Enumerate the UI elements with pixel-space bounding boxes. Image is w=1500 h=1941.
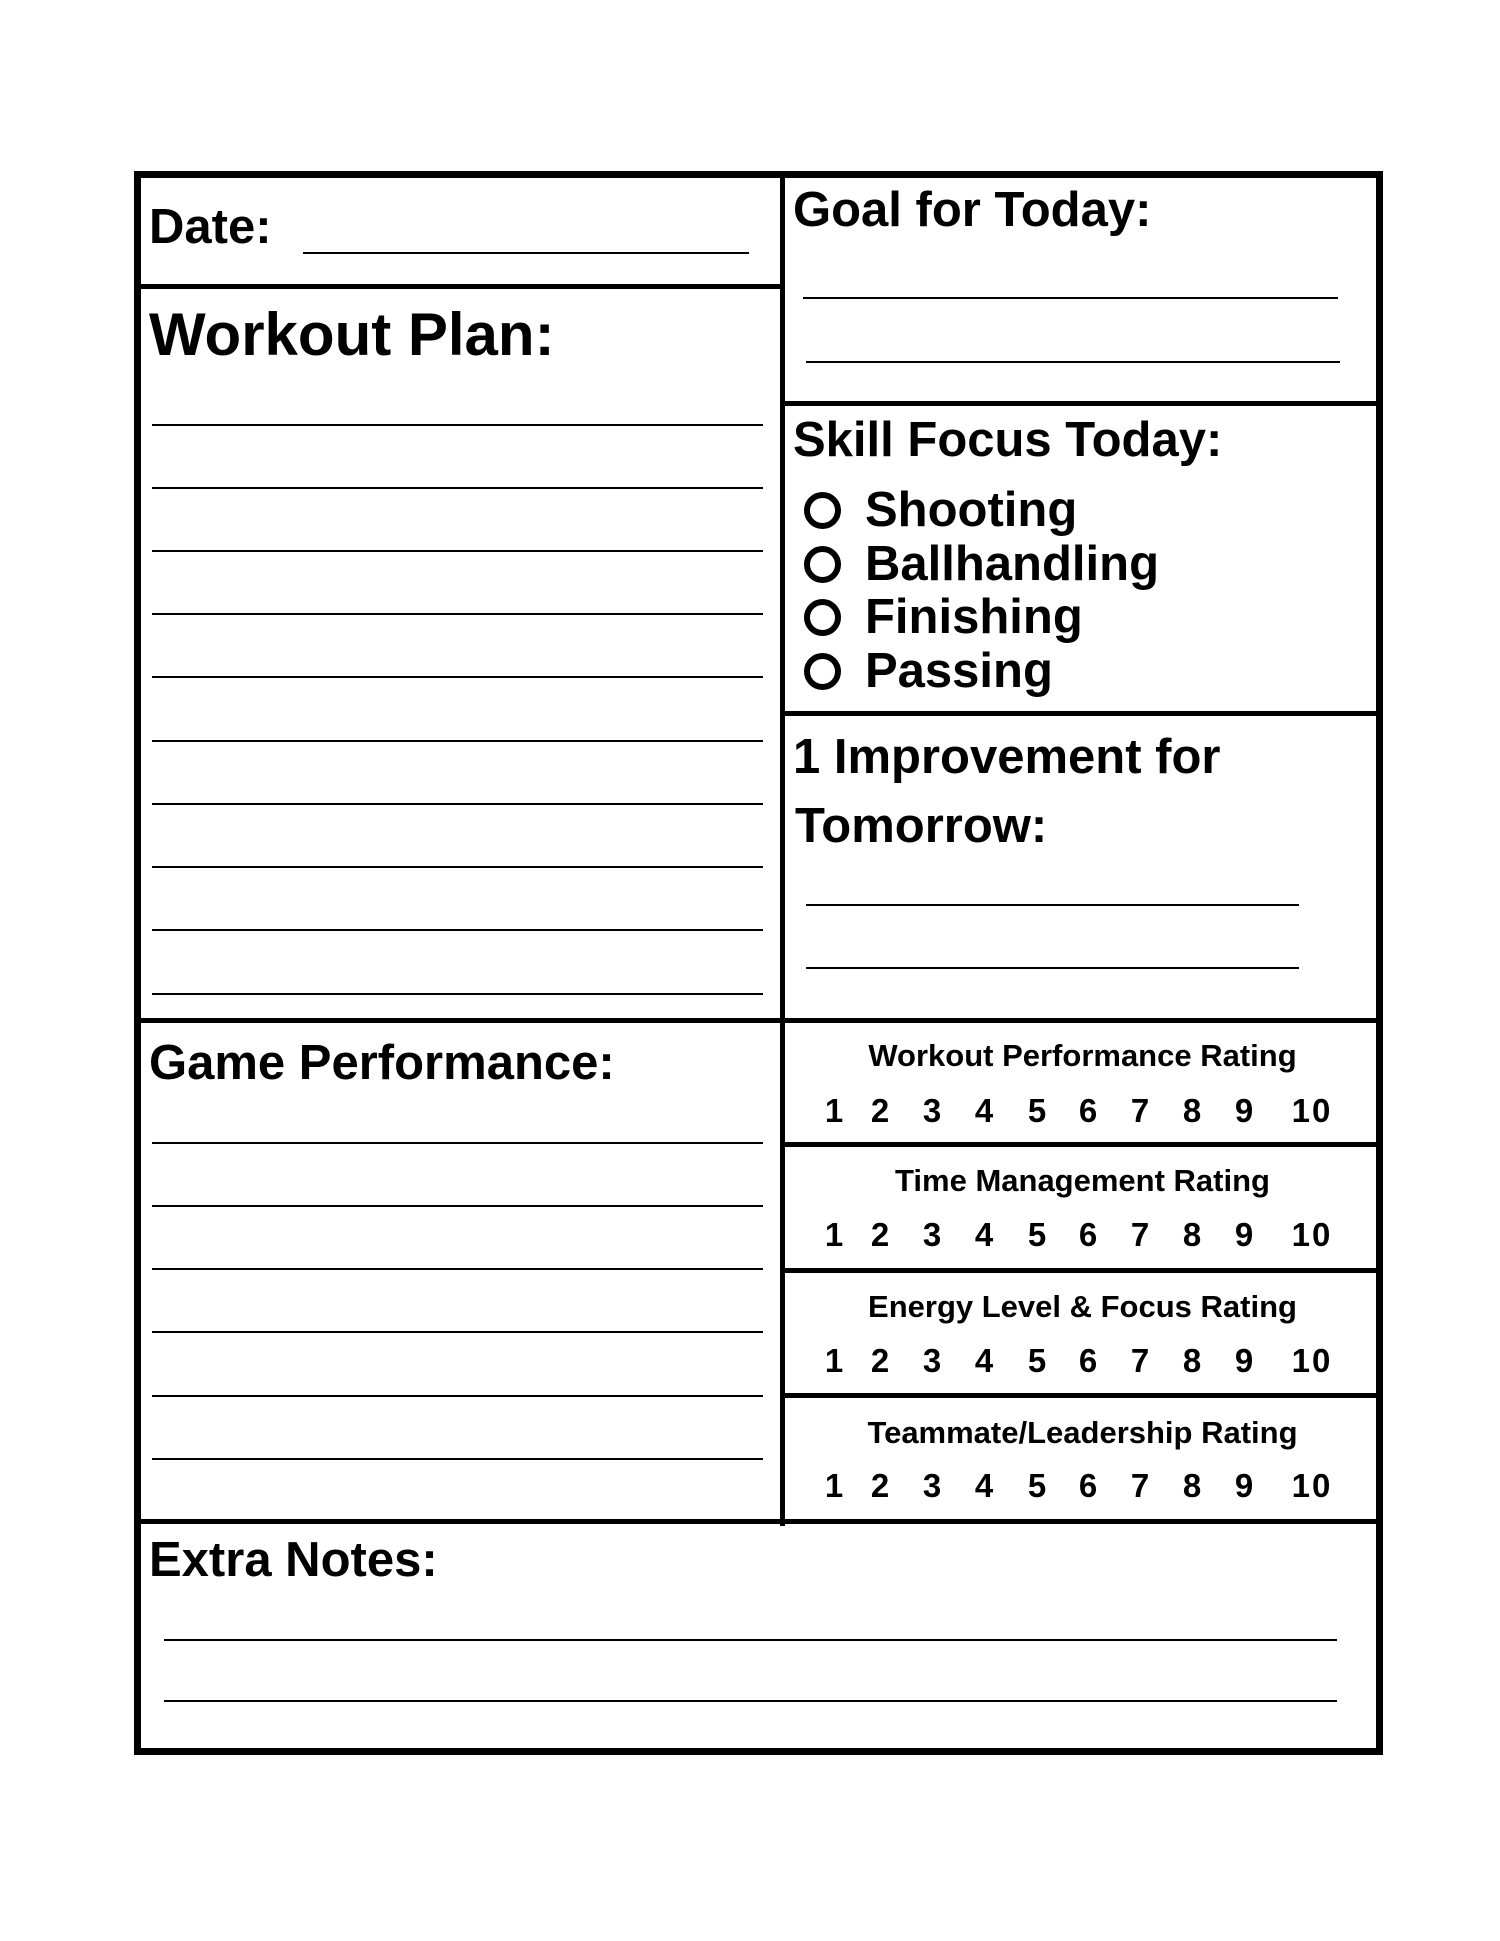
workout-plan-line[interactable]: [152, 803, 763, 805]
rating-option-6[interactable]: 6: [1078, 1342, 1100, 1379]
rating-option-8[interactable]: 8: [1182, 1092, 1204, 1129]
rating-option-7[interactable]: 7: [1130, 1092, 1152, 1129]
rating-title: Workout Performance Rating: [868, 1038, 1297, 1073]
rating-option-7[interactable]: 7: [1130, 1467, 1152, 1504]
game-performance-line[interactable]: [152, 1395, 763, 1397]
skill-option-passing[interactable]: [804, 644, 1053, 698]
skill-bottom-rule: [782, 711, 1383, 716]
rating-option-10[interactable]: 10: [1291, 1342, 1333, 1379]
rating-option-9[interactable]: 9: [1234, 1342, 1256, 1379]
game-performance-line[interactable]: [152, 1331, 763, 1333]
rating-option-1[interactable]: 1: [824, 1342, 846, 1379]
rating-option-4[interactable]: 4: [974, 1216, 996, 1253]
rating-option-5[interactable]: 5: [1027, 1216, 1049, 1253]
rating-option-3[interactable]: 3: [922, 1216, 944, 1253]
rating-option-1[interactable]: 1: [824, 1092, 846, 1129]
rating-option-6[interactable]: 6: [1078, 1467, 1100, 1504]
rating-time-management: [782, 1147, 1383, 1268]
date-write-line[interactable]: [303, 252, 749, 254]
rating-option-6[interactable]: 6: [1078, 1216, 1100, 1253]
rating-option-2[interactable]: 2: [870, 1216, 892, 1253]
goal-bottom-rule: [782, 401, 1383, 406]
date-label: Date:: [149, 200, 272, 254]
rating-option-3[interactable]: 3: [922, 1092, 944, 1129]
workout-plan-line[interactable]: [152, 550, 763, 552]
rating-option-9[interactable]: 9: [1234, 1092, 1256, 1129]
rating-option-4[interactable]: 4: [974, 1467, 996, 1504]
improvement-line[interactable]: [806, 904, 1299, 906]
game-performance-line[interactable]: [152, 1458, 763, 1460]
rating-teammate-leadership: [782, 1398, 1383, 1519]
rating-option-1[interactable]: 1: [824, 1216, 846, 1253]
workout-plan-line[interactable]: [152, 866, 763, 868]
rating-option-8[interactable]: 8: [1182, 1216, 1204, 1253]
game-performance-line[interactable]: [152, 1268, 763, 1270]
workout-plan-line[interactable]: [152, 487, 763, 489]
rating-title: Time Management Rating: [895, 1163, 1270, 1198]
workout-plan-line[interactable]: [152, 424, 763, 426]
radio-circle-icon[interactable]: [804, 653, 841, 690]
rating-option-3[interactable]: 3: [922, 1342, 944, 1379]
game-performance-line[interactable]: [152, 1205, 763, 1207]
workout-plan-line[interactable]: [152, 613, 763, 615]
rating-option-5[interactable]: 5: [1027, 1342, 1049, 1379]
skill-option-label: Shooting: [865, 483, 1078, 537]
rating-title: Teammate/Leadership Rating: [867, 1415, 1298, 1450]
rating-energy-focus: [782, 1273, 1383, 1393]
skill-option-ballhandling[interactable]: [804, 537, 1159, 591]
rating-option-2[interactable]: 2: [870, 1467, 892, 1504]
workout-plan-label: Workout Plan:: [149, 301, 555, 368]
improvement-label-line1: 1 Improvement for: [793, 730, 1221, 784]
rating-workout-performance: [782, 1023, 1383, 1142]
goal-line[interactable]: [803, 297, 1338, 299]
rating-option-3[interactable]: 3: [922, 1467, 944, 1504]
rating-option-10[interactable]: 10: [1291, 1216, 1333, 1253]
skill-option-shooting[interactable]: [804, 483, 1078, 537]
rating-option-7[interactable]: 7: [1130, 1342, 1152, 1379]
workout-plan-line[interactable]: [152, 993, 763, 995]
rating-option-9[interactable]: 9: [1234, 1467, 1256, 1504]
rating-option-7[interactable]: 7: [1130, 1216, 1152, 1253]
extra-notes-line[interactable]: [164, 1639, 1337, 1641]
rating-option-5[interactable]: 5: [1027, 1092, 1049, 1129]
rating-option-5[interactable]: 5: [1027, 1467, 1049, 1504]
game-performance-line[interactable]: [152, 1142, 763, 1144]
rating-scale: [782, 1469, 1383, 1590]
radio-circle-icon[interactable]: [804, 492, 841, 529]
date-bottom-rule: [134, 284, 782, 289]
improvement-line[interactable]: [806, 967, 1299, 969]
extra-notes-line[interactable]: [164, 1700, 1337, 1702]
skill-focus-label: Skill Focus Today:: [793, 413, 1223, 467]
rating-option-4[interactable]: 4: [974, 1342, 996, 1379]
rating-option-10[interactable]: 10: [1291, 1092, 1333, 1129]
rating-option-2[interactable]: 2: [870, 1342, 892, 1379]
goal-line[interactable]: [806, 361, 1340, 363]
skill-option-label: Ballhandling: [865, 537, 1159, 591]
rating-option-2[interactable]: 2: [870, 1092, 892, 1129]
radio-circle-icon[interactable]: [804, 599, 841, 636]
skill-option-label: Finishing: [865, 590, 1083, 644]
workout-plan-line[interactable]: [152, 740, 763, 742]
workout-plan-line[interactable]: [152, 929, 763, 931]
rating-option-9[interactable]: 9: [1234, 1216, 1256, 1253]
rating-option-8[interactable]: 8: [1182, 1342, 1204, 1379]
skill-option-label: Passing: [865, 644, 1053, 698]
rating-option-8[interactable]: 8: [1182, 1467, 1204, 1504]
goal-label: Goal for Today:: [793, 183, 1152, 237]
rating-title: Energy Level & Focus Rating: [868, 1289, 1297, 1324]
rating-option-1[interactable]: 1: [824, 1467, 846, 1504]
rating-option-6[interactable]: 6: [1078, 1092, 1100, 1129]
game-performance-label: Game Performance:: [149, 1036, 615, 1090]
rating-option-4[interactable]: 4: [974, 1092, 996, 1129]
workout-plan-line[interactable]: [152, 676, 763, 678]
extra-notes-label: Extra Notes:: [149, 1533, 438, 1587]
skill-option-finishing[interactable]: [804, 590, 1083, 644]
radio-circle-icon[interactable]: [804, 546, 841, 583]
rating-option-10[interactable]: 10: [1291, 1467, 1333, 1504]
improvement-label-line2: Tomorrow:: [795, 799, 1048, 853]
